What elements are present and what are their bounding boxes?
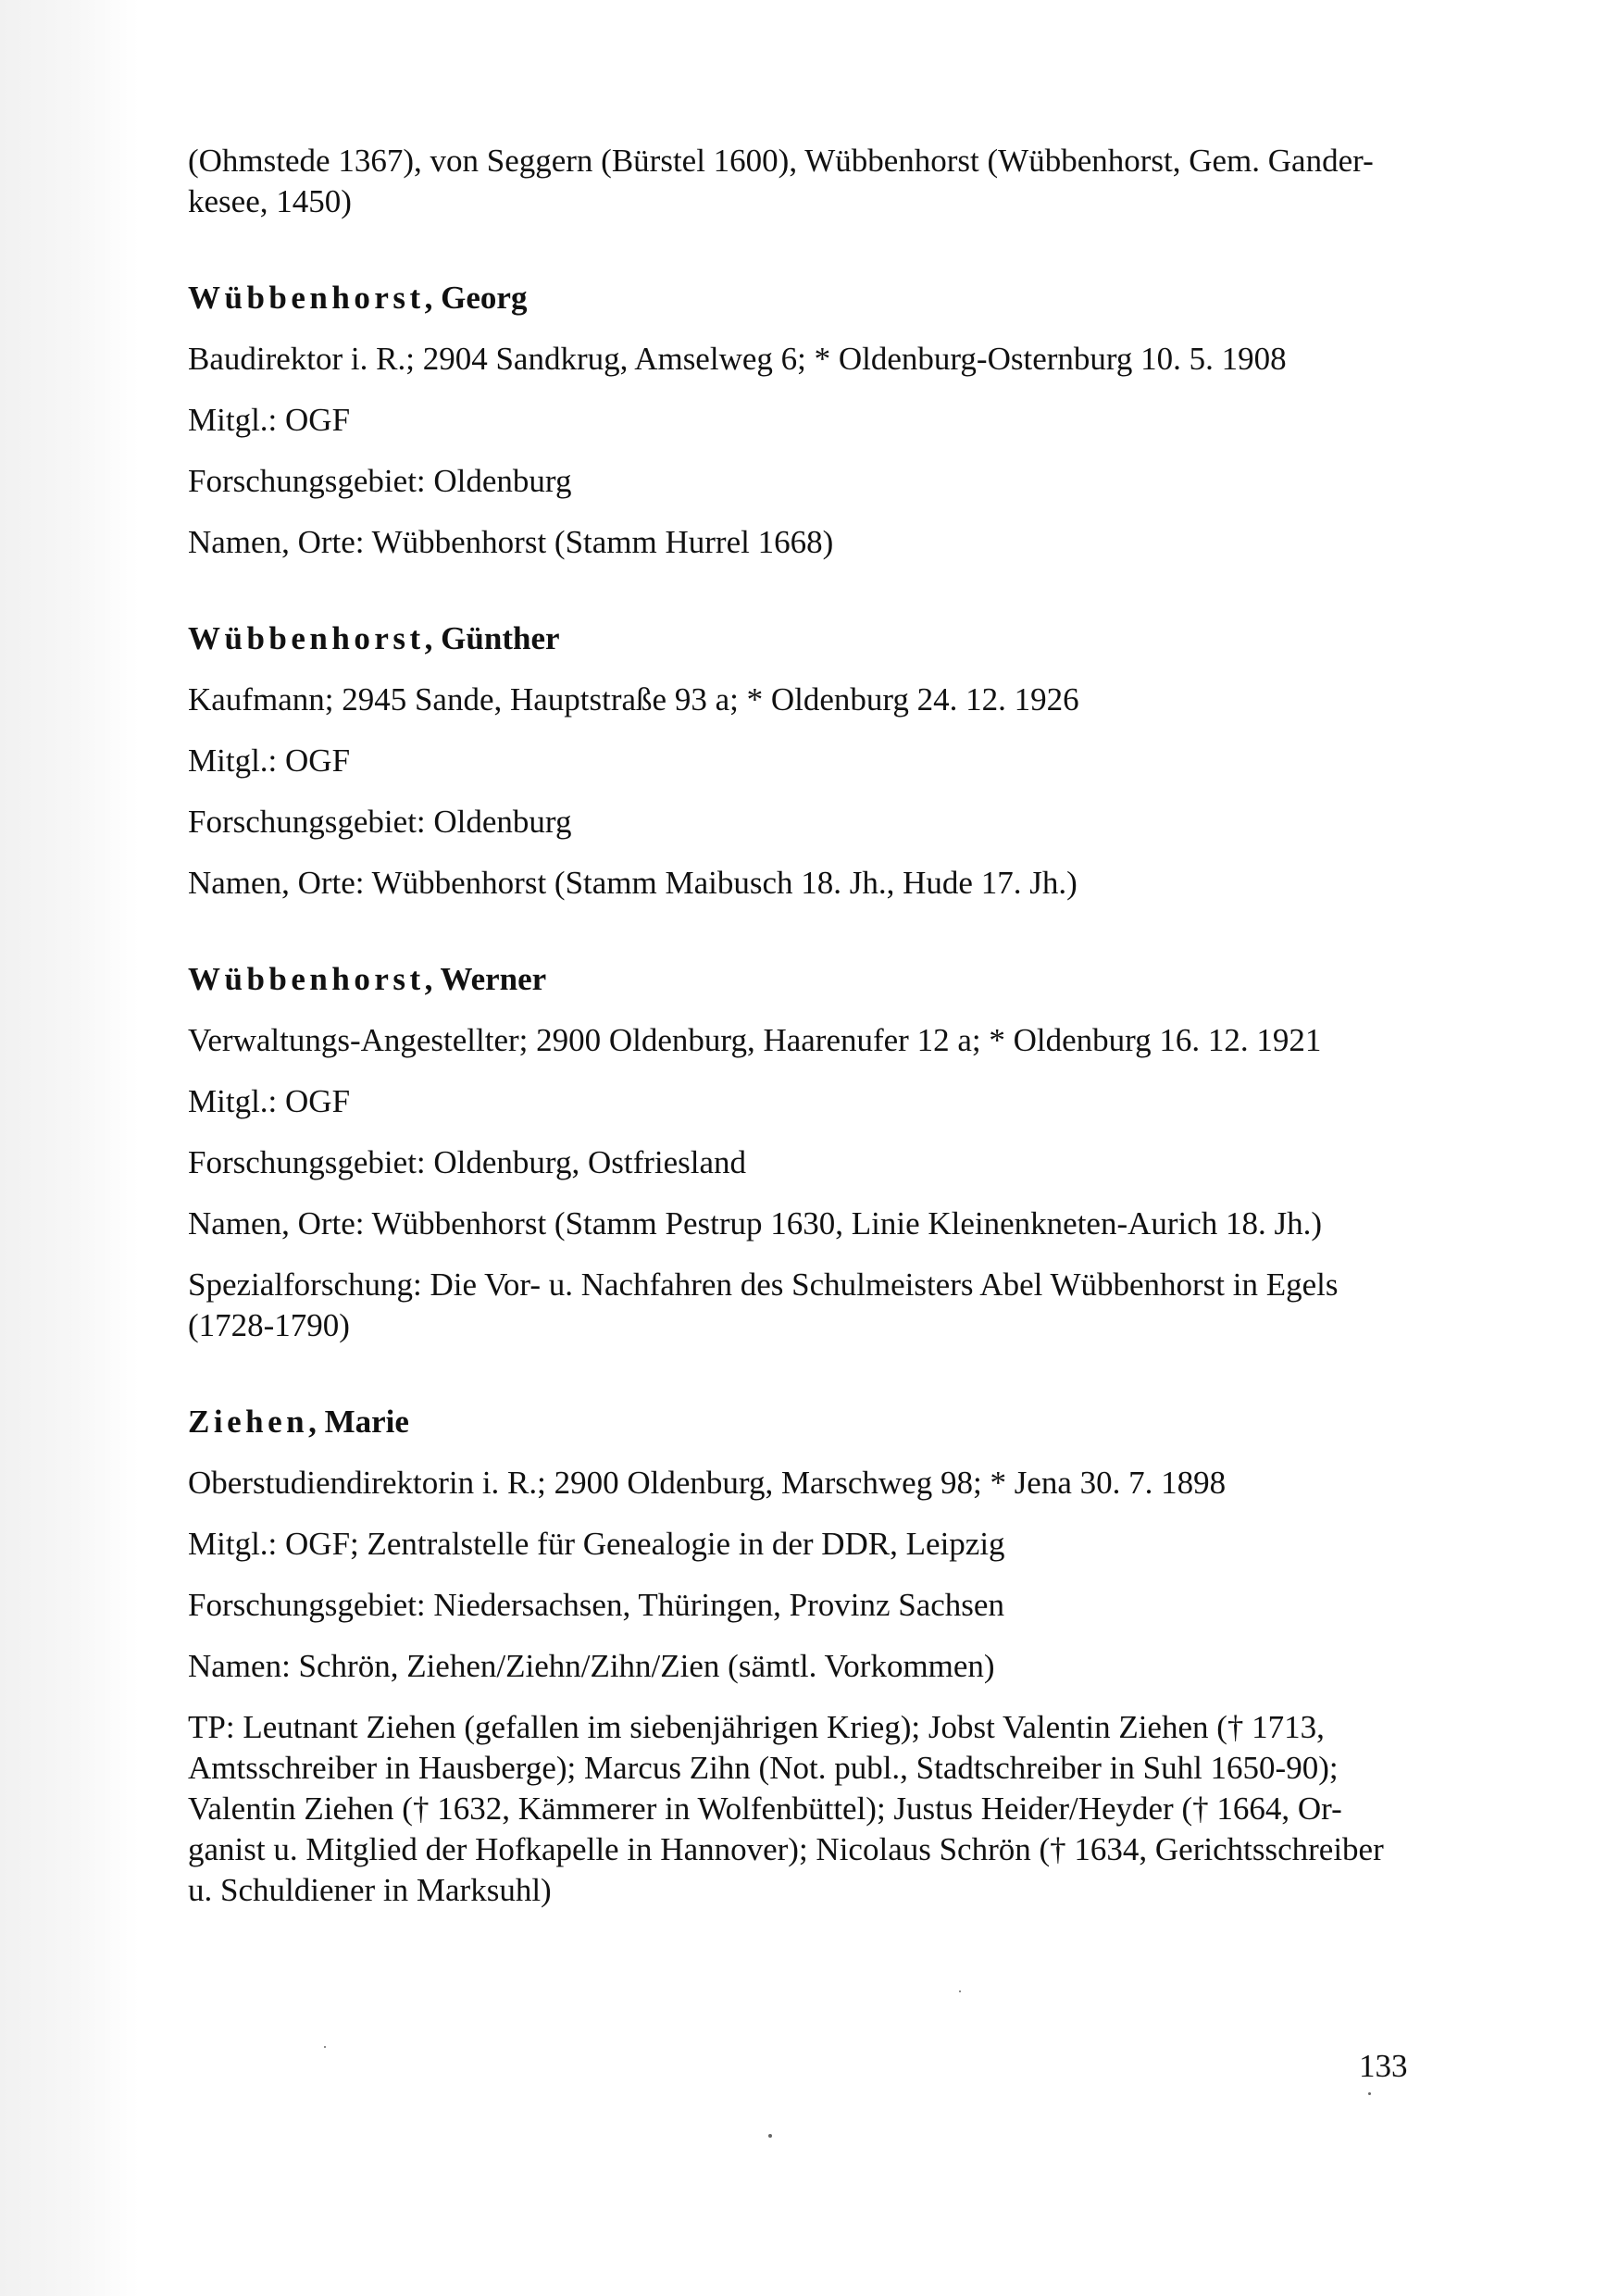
special-research-line-1: Spezialforschung: Die Vor- u. Nachfahren des Schulmeisters Abel Wübbenhorst in Egels [188,1267,1339,1303]
entry-membership: Mitgl.: OGF [188,402,351,438]
intro-line-1: (Ohmstede 1367), von Seggern (Bürstel 1600), Wübbenhorst (Wübbenhorst, Gem. Gander- [188,143,1374,179]
tp-line-5: u. Schuldiener in Marksuhl) [188,1872,552,1908]
special-research-line-2: (1728-1790) [188,1307,350,1343]
entry-names-places: Namen, Orte: Wübbenhorst (Stamm Maibusch 18. Jh., Hude 17. Jh.) [188,865,1078,901]
page-number: 133 [1359,2048,1408,2084]
entry-occupation-address: Baudirektor i. R.; 2904 Sandkrug, Amselweg 6; * Oldenburg-Osternburg 10. 5. 1908 [188,341,1287,377]
tp-line-3: Valentin Ziehen († 1632, Kämmerer in Wolfenbüttel); Justus Heider/Heyder († 1664, Or- [188,1791,1342,1827]
tp-line-2: Amtsschreiber in Hausberge); Marcus Zihn (Not. publ., Stadtschreiber in Suhl 1650-90); [188,1750,1339,1786]
tp-line-1: TP: Leutnant Ziehen (gefallen im siebenjährigen Krieg); Jobst Valentin Ziehen († 1713, [188,1709,1325,1745]
entry-surname: Wübbenhorst [188,961,425,997]
entry-heading: Wübbenhorst, Werner [188,961,547,997]
entry-research-area: Forschungsgebiet: Oldenburg, Ostfriesland [188,1144,747,1180]
entry-names-places: Namen, Orte: Wübbenhorst (Stamm Pestrup 1630, Linie Kleinenkneten-Aurich 18. Jh.) [188,1205,1323,1242]
entry-ziehen-marie [188,1402,1419,1911]
intro-line-2: kesee, 1450) [188,183,352,219]
entry-membership: Mitgl.: OGF [188,1083,351,1119]
entry-membership: Mitgl.: OGF [188,742,351,779]
scan-speck [324,2046,326,2048]
entry-heading: Wübbenhorst, Georg [188,280,528,316]
entry-surname: Wübbenhorst [188,280,425,316]
scan-edge-shadow [0,0,139,2296]
scan-speck [959,1990,961,1992]
entry-special-research [188,1265,1419,1346]
entry-occupation-address: Kaufmann; 2945 Sande, Hauptstraße 93 a; * Oldenburg 24. 12. 1926 [188,681,1079,718]
entry-firstname: Georg [441,280,528,316]
entry-research-area: Forschungsgebiet: Oldenburg [188,463,572,499]
scan-speck [768,2134,772,2138]
entry-surname: Wübbenhorst [188,620,425,656]
entry-firstname: Werner [440,961,547,997]
entry-wuebbenhorst-georg [188,278,1419,563]
entry-heading: Wübbenhorst, Günther [188,620,560,656]
entry-research-area: Forschungsgebiet: Niedersachsen, Thüringen, Provinz Sachsen [188,1587,1004,1623]
scan-speck [1368,2092,1371,2095]
entry-research-area: Forschungsgebiet: Oldenburg [188,804,572,840]
entry-occupation-address: Verwaltungs-Angestellter; 2900 Oldenburg, Haarenufer 12 a; * Oldenburg 16. 12. 1921 [188,1022,1322,1058]
entry-tp-persons [188,1707,1419,1911]
tp-line-4: ganist u. Mitglied der Hofkapelle in Hannover); Nicolaus Schrön († 1634, Gerichtsschreiber [188,1831,1384,1867]
entry-occupation-address: Oberstudiendirektorin i. R.; 2900 Oldenburg, Marschweg 98; * Jena 30. 7. 1898 [188,1465,1227,1501]
entry-wuebbenhorst-werner [188,959,1419,1346]
entry-names-places: Namen, Orte: Wübbenhorst (Stamm Hurrel 1668) [188,524,834,560]
entry-firstname: Günther [441,620,560,656]
directory-content [188,141,1419,1911]
entry-firstname: Marie [324,1404,409,1440]
entry-surname: Ziehen [188,1404,309,1440]
intro-continuation [188,141,1419,222]
entry-names: Namen: Schrön, Ziehen/Ziehn/Zihn/Zien (sämtl. Vorkommen) [188,1648,995,1684]
entry-heading: Ziehen, Marie [188,1404,409,1440]
entry-membership: Mitgl.: OGF; Zentralstelle für Genealogie in der DDR, Leipzig [188,1526,1005,1562]
entry-wuebbenhorst-guenther [188,618,1419,904]
